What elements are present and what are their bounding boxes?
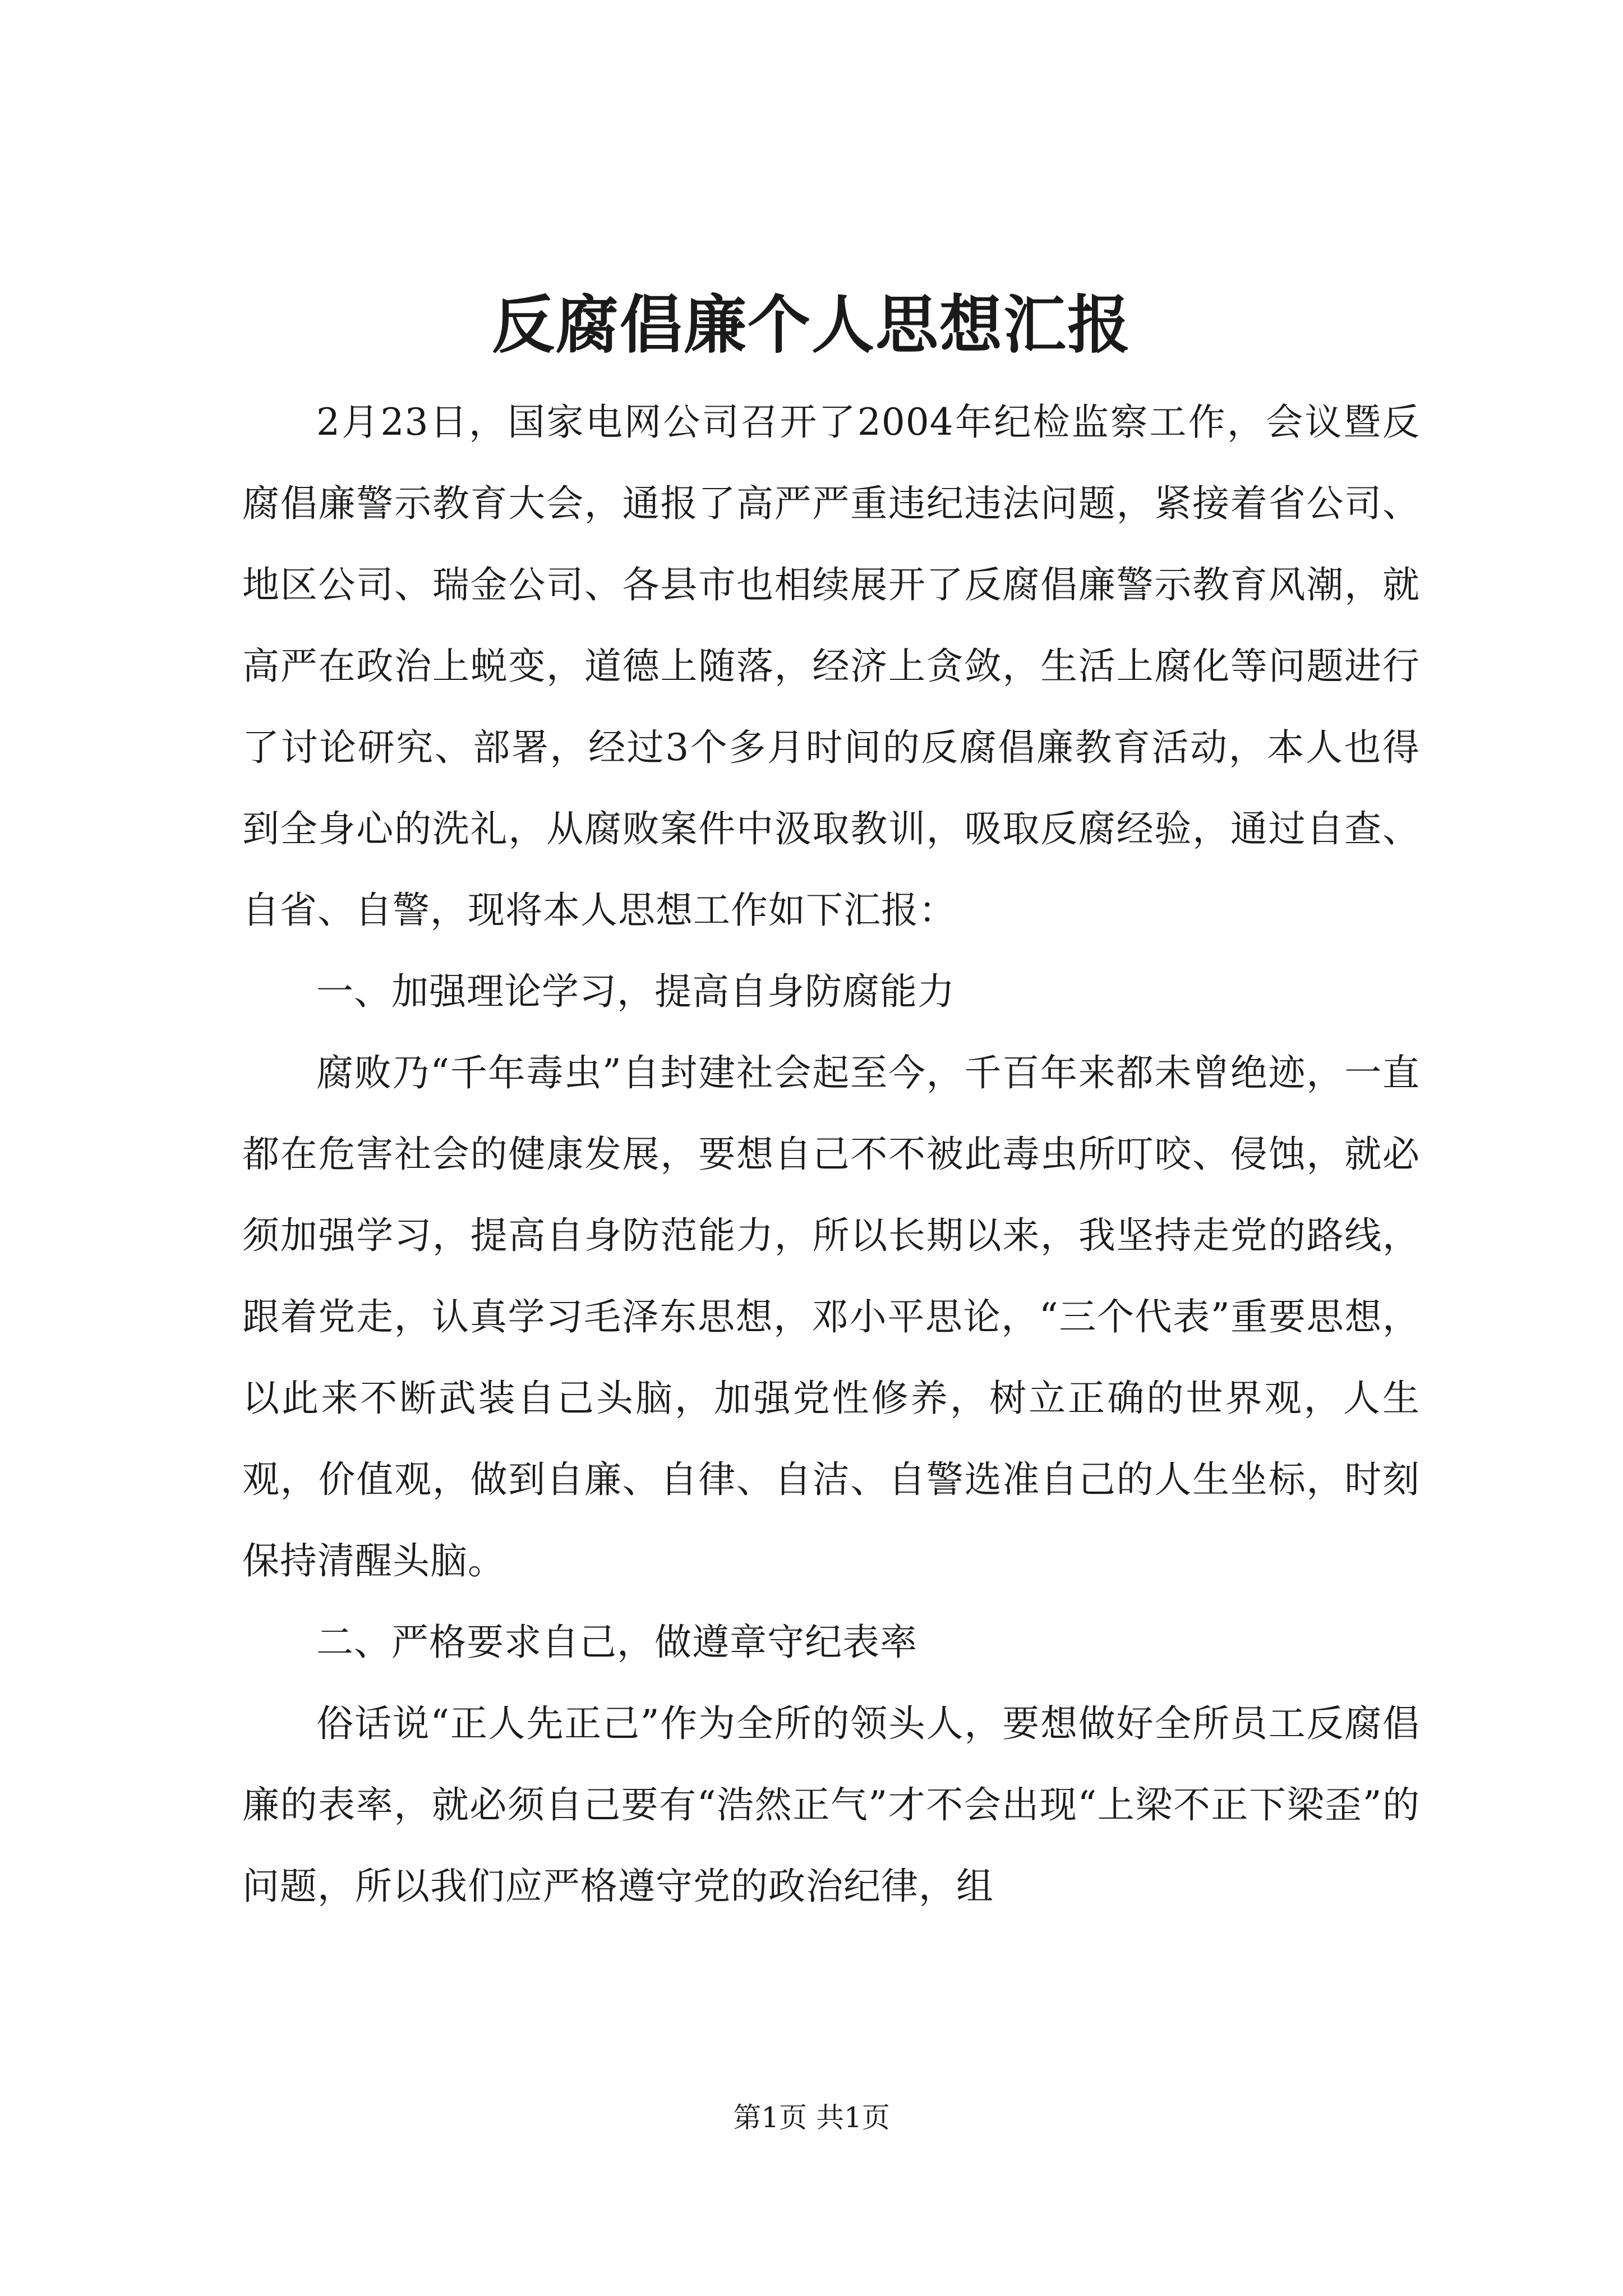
document-body	[242, 381, 1420, 1927]
paragraph-intro: 2月23日，国家电网公司召开了2004年纪检监察工作，会议暨反腐倡廉警示教育大会，通报了高严严重违纪违法问题，紧接着省公司、地区公司、瑞金公司、各县市也相续展开了反腐倡廉警示教育风潮，就高严在政治上蜕变，道德上随落，经济上贪敛，生活上腐化等问题进行了讨论研究、部署，经过3个多月时间的反腐倡廉教育活动，本人也得到全身心的洗礼，从腐败案件中汲取教训，吸取反腐经验，通过自查、自省、自警，现将本人思想工作如下汇报：	[242, 401, 1420, 932]
section-heading-1: 一、加强理论学习，提高自身防腐能力	[316, 970, 955, 1013]
paragraph-section-1: 腐败乃“千年毒虫”自封建社会起至今，千百年来都未曾绝迹，一直都在危害社会的健康发展，要想自己不不被此毒虫所叮咬、侵蚀，就必须加强学习，提高自身防范能力，所以长期以来，我坚持走党的路线，跟着党走，认真学习毛泽东思想，邓小平思论，“三个代表”重要思想，以此来不断武装自己头脑，加强党性修养，树立正确的世界观，人生观，价值观，做到自廉、自律、自洁、自警选准自己的人生坐标，时刻保持清醒头脑。	[242, 1051, 1420, 1582]
page-number-footer: 第1页 共1页	[733, 2101, 890, 2134]
paragraph-section-2: 俗话说“正人先正己”作为全所的领头人，要想做好全所员工反腐倡廉的表率，就必须自己要有“浩然正气”才不会出现“上梁不正下梁歪”的问题，所以我们应严格遵守党的政治纪律，组	[242, 1702, 1420, 1908]
document-title: 反腐倡廉个人思想汇报	[492, 288, 1131, 362]
section-heading-2: 二、严格要求自己，做遵章守纪表率	[316, 1621, 917, 1664]
